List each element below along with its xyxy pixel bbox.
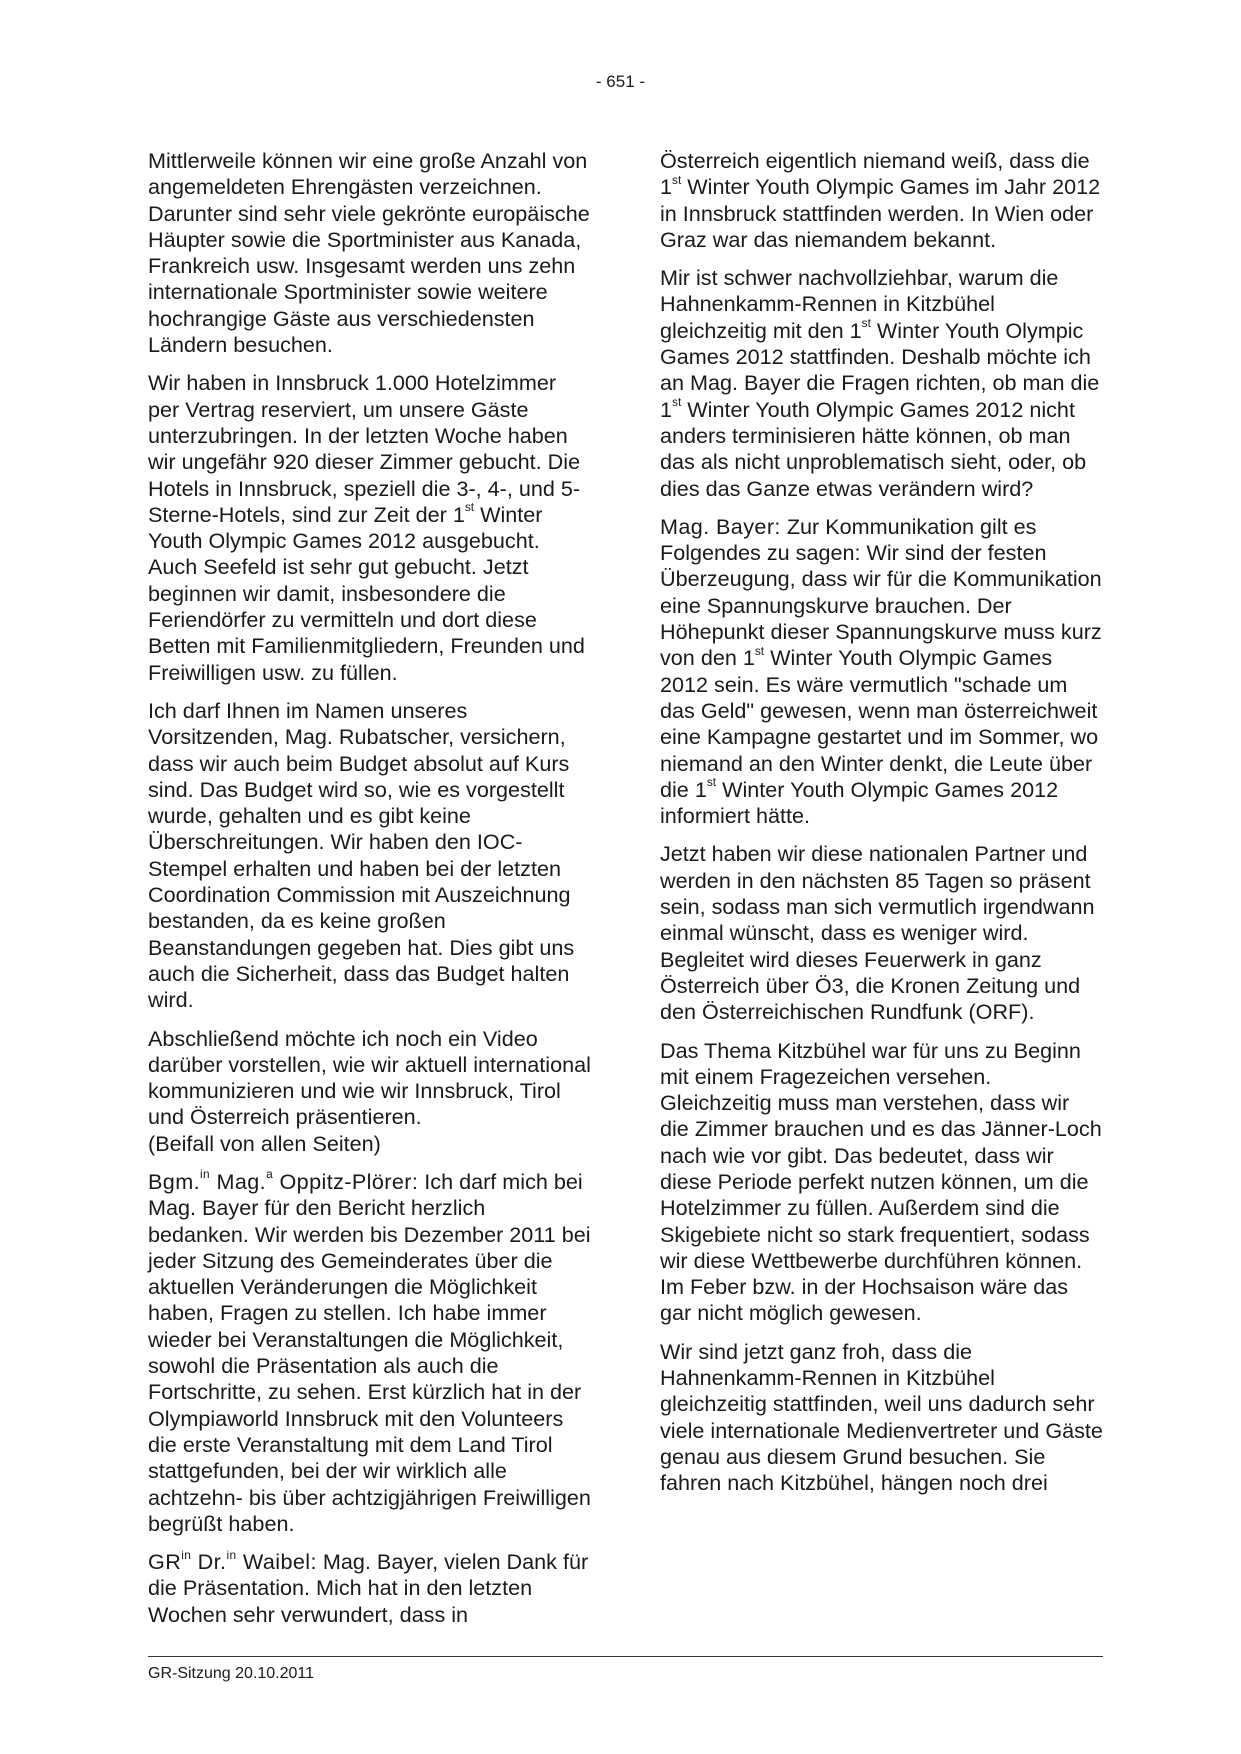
paragraph-text: Österreich eigentlich niemand weiß, dass die 1: [660, 148, 1090, 200]
superscript: in: [200, 1167, 211, 1182]
superscript: st: [754, 643, 765, 658]
paragraph: [660, 1339, 1103, 1497]
superscript: st: [464, 500, 475, 515]
paragraph-text: Abschließend möchte ich noch ein Video darüber vorstellen, wie wir aktuell international kommunizieren und wie wir Innsbruck, Tirol und Österreich präsentieren.: [148, 1025, 591, 1130]
superscript: st: [861, 316, 871, 331]
paragraph-text: Winter Youth Olympic Games 2012 ausgebucht. Auch Seefeld ist sehr gut gebucht. Jetzt beginnen wir damit, insbesondere die Feriendörfer zu vermitteln und dort diese Betten mit Familienmitgliedern, Freunden und Freiwilligen usw. zu füllen.: [148, 501, 585, 685]
speaker-title: Bgm.: [148, 1168, 200, 1194]
paragraph: [660, 265, 1103, 502]
superscript: st: [672, 172, 682, 187]
speaker-title: Mag.: [210, 1168, 267, 1194]
paragraph-text: Winter Youth Olympic Games 2012 stattfinden. Deshalb möchte ich an Mag. Bayer die Fragen richten, ob man die 1: [660, 317, 1100, 422]
speaker-title: GR: [148, 1549, 182, 1575]
paragraph: [148, 1169, 591, 1537]
paragraph-text: Das Thema Kitzbühel war für uns zu Beginn mit einem Fragezeichen versehen. Gleichzeitig muss man verstehen, dass wir die Zimmer brauchen und es das Jänner-Loch nach wie vor gibt. Das bedeutet, dass wir diese Periode perfekt nutzen können, um die Hotelzimmer zu füllen. Außerdem sind die Skigebiete nicht so stark frequentiert, sodass wir diese Wettbewerbe durchführen können. Im Feber bzw. in der Hochsaison wäre das gar nicht möglich gewesen.: [660, 1037, 1102, 1326]
paragraph-text: Winter Youth Olympic Games im Jahr 2012 in Innsbruck stattfinden werden. In Wien oder Graz war das niemandem bekannt.: [660, 174, 1101, 252]
paragraph-text: Ich darf mich bei Mag. Bayer für den Bericht herzlich bedanken. Wir werden bis Dezember 2011 bei jeder Sitzung des Gemeinderates über die aktuellen Veränderungen die Möglichkeit haben, Fragen zu stellen. Ich habe immer wieder bei Veranstaltungen die Möglichkeit, sowohl die Präsentation als auch die Fortschritte, zu sehen. Erst kürzlich hat in der Olympiaworld Innsbruck mit den Volunteers die erste Veranstaltung mit dem Land Tirol stattgefunden, bei der wir wirklich alle achtzehn- bis über achtzigjährigen Freiwilligen begrüßt haben.: [148, 1168, 591, 1536]
page-number: - 651 -: [595, 72, 646, 91]
paragraph: [148, 1549, 591, 1628]
paragraph-text: Jetzt haben wir diese nationalen Partner und werden in den nächsten 85 Tagen so präsent sein, sodass man sich vermutlich irgendwann einmal wünscht, dass es weniger wird. Begleitet wird dieses Feuerwerk in ganz Österreich über Ö3, die Kronen Zeitung und den Österreichischen Rundfunk (ORF).: [660, 841, 1095, 1025]
speaker-name: Mag. Bayer:: [660, 513, 781, 539]
paragraph: [148, 148, 591, 358]
superscript: in: [181, 1547, 192, 1562]
paragraph: [660, 148, 1103, 253]
paragraph: [660, 841, 1103, 1025]
speaker-name: [148, 1169, 418, 1194]
superscript: a: [266, 1167, 274, 1182]
speaker-name: [148, 1549, 317, 1574]
paragraph-text: Wir haben in Innsbruck 1.000 Hotelzimmer per Vertrag reserviert, um unsere Gäste unterzubringen. In der letzten Woche haben wir ungefähr 920 dieser Zimmer gebucht. Die Hotels in Innsbruck, speziell die 3-, 4-, und 5-Sterne-Hotels, sind zur Zeit der 1: [148, 370, 581, 527]
footer-divider: [148, 1656, 1103, 1657]
speaker-surname: Oppitz-Plörer:: [273, 1168, 419, 1194]
paragraph-text: Wir sind jetzt ganz froh, dass die Hahnenkamm-Rennen in Kitzbühel gleichzeitig stattfinden, weil uns dadurch sehr viele internationale Medienvertreter und Gäste genau aus diesem Grund besuchen. Sie fahren nach Kitzbühel, hängen noch drei: [660, 1338, 1103, 1496]
paragraph: [660, 1038, 1103, 1327]
paragraph-text: Winter Youth Olympic Games 2012 informiert hätte.: [660, 776, 1059, 829]
paragraph-text: Zur Kommunikation gilt es Folgendes zu sagen: Wir sind der festen Überzeugung, dass wir für die Kommunikation eine Spannungskurve brauchen. Der Höhepunkt dieser Spannungskurve muss kurz von den 1: [660, 513, 1102, 671]
speaker-surname: Waibel:: [236, 1549, 317, 1575]
speaker-title: Dr.: [191, 1549, 227, 1575]
paragraph: [148, 370, 591, 686]
footer-text: GR-Sitzung 20.10.2011: [148, 1665, 315, 1682]
paragraph-text: Winter Youth Olympic Games 2012 sein. Es wäre vermutlich "schade um das Geld" gewesen, wenn man österreichweit eine Kampagne gestartet und im Sommer, wo niemand an den Winter denkt, die Leute über die 1: [660, 645, 1099, 802]
applause-note: (Beifall von allen Seiten): [148, 1130, 381, 1156]
paragraph-text: Mir ist schwer nachvollziehbar, warum die Hahnenkamm-Rennen in Kitzbühel gleichzeitig mit den 1: [660, 265, 1059, 343]
paragraph-text: Ich darf Ihnen im Namen unseres Vorsitzenden, Mag. Rubatscher, versichern, dass wir auch beim Budget absolut auf Kurs sind. Das Budget wird so, wie es vorgestellt wurde, gehalten und es gibt keine Überschreitungen. Wir haben den IOC-Stempel erhalten und haben bei der letzten Coordination Commission mit Auszeichnung bestanden, da es keine großen Beanstandungen gegeben hat. Dies gibt uns auch die Sicherheit, dass das Budget halten wird.: [148, 697, 575, 1013]
paragraph-text: Winter Youth Olympic Games 2012 nicht anders terminisieren hätte können, ob man das als nicht unproblematisch sieht, oder, ob dies das Ganze etwas verändern wird?: [660, 396, 1087, 501]
paragraph: [660, 514, 1103, 830]
paragraph: [148, 698, 591, 1014]
paragraph: [148, 1026, 591, 1157]
right-column: [660, 148, 1103, 1509]
paragraph-text: Mag. Bayer, vielen Dank für die Präsentation. Mich hat in den letzten Wochen sehr verwundert, dass in: [148, 1549, 589, 1627]
superscript: st: [706, 775, 717, 790]
left-column: [148, 148, 591, 1640]
superscript: st: [672, 395, 682, 410]
paragraph-text: Mittlerweile können wir eine große Anzahl von angemeldeten Ehrengästen verzeichnen. Darunter sind sehr viele gekrönte europäische Häupter sowie die Sportminister aus Kanada, Frankreich usw. Insgesamt werden uns zehn internationale Sportminister sowie weitere hochrangige Gäste aus verschiedensten Ländern besuchen.: [148, 148, 590, 358]
superscript: in: [226, 1547, 237, 1562]
